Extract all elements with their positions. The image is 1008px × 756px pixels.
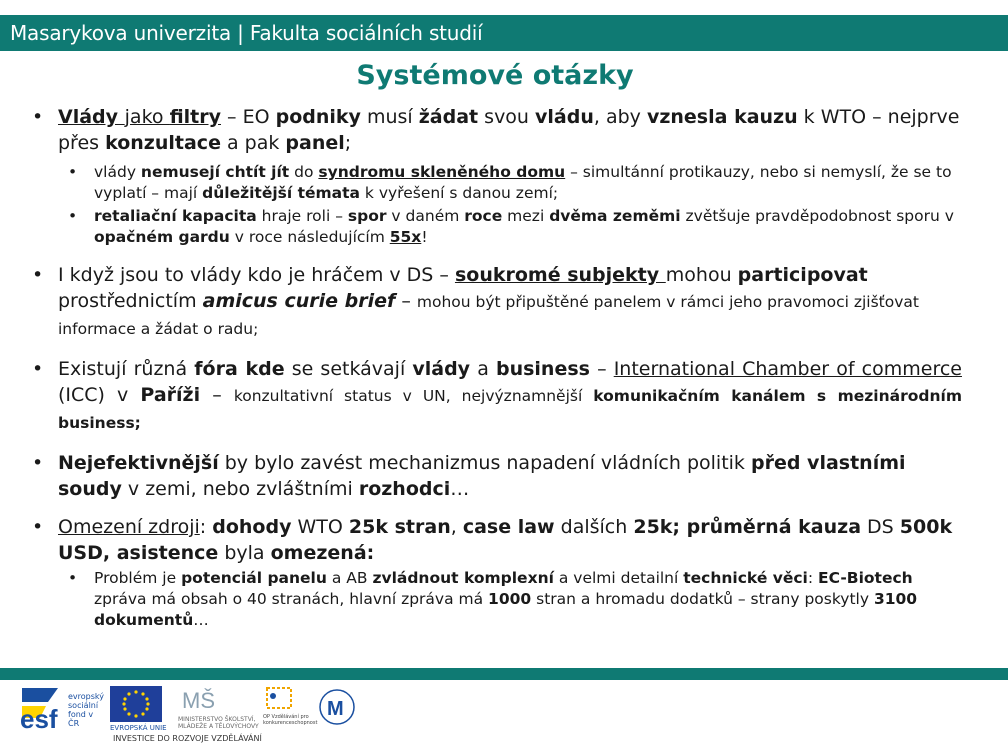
op-icon	[263, 684, 297, 714]
esf-logo: esf evropský sociální fond v ČR	[18, 684, 104, 734]
bullet-most-effective: • Nejefektivnější by bylo zavést mechanizmus napadení vládních politik před vlastními soudy v zemi, nebo zvláštními rozhodci…	[32, 450, 962, 502]
slide-content	[32, 104, 962, 641]
bullet-governments-filters: • Vlády jako filtry – EO podniky musí žádat svou vládu, aby vznesla kauzu k WTO – nejprve přes konzultace a pak panel; • vlády nemusejí chtít jít do syndromu skleněného domu – simultánní protikauzy, nebo si nemyslí, že se to vyplatí – mají důležitější témata k vyřešení s danou zemí; • retaliační kapacita hraje roli – spor v daném roce mezi dvěma zeměmi zvětšuje pravděpodobnost sporu v opačném gardu v roce následujícím 55x!	[32, 104, 962, 248]
subbullet-panel-potential: • Problém je potenciál panelu a AB zvládnout komplexní a velmi detailní technické věci: EC-Biotech zpráva má obsah o 40 stranách, hlavní zpráva má 1000 stran a hromadu dodatků – strany poskytly 3100 dokumentů…	[32, 568, 962, 631]
msmt-icon	[178, 684, 218, 714]
header-bar	[0, 15, 1008, 51]
muni-logo	[318, 684, 356, 730]
slide-title: Systémové otázky	[356, 60, 634, 91]
eu-flag-icon	[110, 686, 162, 722]
header-title: Masarykova univerzita | Fakulta sociálních studií	[10, 21, 483, 45]
footer-logos	[18, 684, 358, 752]
svg-text:esf: esf	[20, 704, 58, 734]
op-logo: OP Vzdělávání pro konkurenceschopnost	[263, 684, 313, 734]
bullet-business-fora: • Existují různá fóra kde se setkávají vlády a business – International Chamber of commerce (ICC) v Paříži – konzultativní status v UN, nejvýznamnější komunikačním kanálem s mezinárodním business;	[32, 356, 962, 436]
svg-text:M: M	[327, 698, 344, 720]
msmt-logo: MŠ MINISTERSTVO ŠKOLSTVÍ, MLÁDEŽE A TĚLOVÝCHOVY	[178, 684, 268, 734]
svg-text:MŠ: MŠ	[182, 688, 215, 713]
bullet-private-subjects: • I když jsou to vlády kdo je hráčem v DS – soukromé subjekty mohou participovat prostřednictím amicus curie brief – mohou být připuštěné panelem v rámci jeho pravomoci zjišťovat informace a žádat o radu;	[32, 262, 962, 342]
bullet-resource-limits: • Omezení zdroji: dohody WTO 25k stran, case law dalších 25k; průměrná kauza DS 500k USD, asistence byla omezená: • Problém je potenciál panelu a AB zvládnout komplexní a velmi detailní technické věci: EC-Biotech zpráva má obsah o 40 stranách, hlavní zpráva má 1000 stran a hromadu dodatků – strany poskytly 3100 dokumentů…	[32, 514, 962, 631]
subbullet-glass-house: • vlády nemusejí chtít jít do syndromu skleněného domu – simultánní protikauzy, nebo si nemyslí, že se to vyplatí – mají důležitější témata k vyřešení s danou zemí;	[32, 162, 962, 204]
bottom-bar	[0, 668, 1008, 680]
footer-caption: INVESTICE DO ROZVOJE VZDĚLÁVÁNÍ	[113, 734, 262, 743]
eu-logo: EVROPSKÁ UNIE	[110, 686, 162, 732]
subbullet-retaliation: • retaliační kapacita hraje roli – spor v daném roce mezi dvěma zeměmi zvětšuje pravděpodobnost sporu v opačném gardu v roce následujícím 55x!	[32, 206, 962, 248]
muni-seal-icon	[318, 684, 356, 730]
